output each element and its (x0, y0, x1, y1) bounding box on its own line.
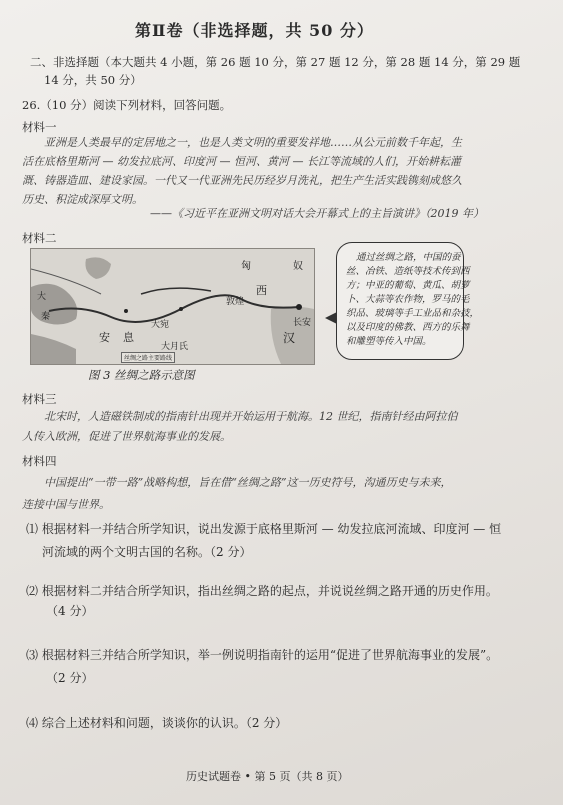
material-4-label: 材料四 (22, 454, 57, 468)
question-1-line-1: ⑴ 根据材料一并结合所学知识，说出发源于底格里斯河 — 幼发拉底河流域、印度河 — 恒 (26, 522, 502, 536)
map-legend: 丝绸之路主要路线 (121, 352, 175, 363)
map-label-han: 汉 (283, 331, 296, 345)
question-2-line-1: ⑵ 根据材料二并结合所学知识，指出丝绸之路的起点，并说说丝绸之路开通的历史作用。 (26, 584, 498, 598)
question-26-heading: 26.（10 分）阅读下列材料，回答问题。 (22, 98, 232, 112)
silk-road-map (30, 248, 315, 365)
material-4-line-1: 中国提出“一带一路”战略构想，旨在借“丝绸之路”这一历史符号，沟通历史与未来， (44, 476, 452, 489)
map-label-an: 安 (99, 331, 110, 344)
bubble-line-1: 通过丝绸之路，中国的蚕 (356, 252, 461, 263)
material-1-label: 材料一 (22, 120, 57, 134)
bubble-line-2: 丝、冶铁、造纸等技术传到西 (346, 266, 470, 277)
material-3-line-2: 人传入欧洲，促进了世界航海事业的发展。 (22, 430, 231, 443)
material-4-line-2: 连接中国与世界。 (22, 498, 110, 511)
bubble-line-7: 和雕塑等传入中国。 (346, 336, 432, 347)
map-label-xi2: 息 (123, 331, 134, 344)
map-label-xi: 西 (256, 284, 267, 297)
figure-caption: 图 3 丝绸之路示意图 (88, 368, 195, 382)
section-title: 第Ⅱ卷（非选择题，共 50 分） (135, 21, 374, 40)
bubble-line-5: 织品、玻璃等手工业品和杂技， (346, 308, 480, 319)
material-3-line-1: 北宋时，人造磁铁制成的指南针出现并开始运用于航海。12 世纪，指南针经由阿拉伯 (44, 410, 458, 423)
page-footer: 历史试题卷 • 第 5 页（共 8 页） (186, 770, 349, 783)
map-label-nu: 奴 (293, 261, 303, 272)
question-4: ⑷ 综合上述材料和问题，谈谈你的认识。（2 分） (26, 716, 288, 730)
map-label-dunhuang: 敦煌 (226, 297, 245, 307)
map-label-changan: 长安 (293, 318, 312, 328)
question-1-line-2: 河流域的两个文明古国的名称。（2 分） (42, 545, 252, 559)
map-label-da: 大 (37, 292, 47, 302)
map-label-dayuezhi: 大月氏 (161, 342, 189, 352)
map-label-xiong: 匈 (241, 261, 251, 272)
material-1-line-4: 历史、积淀成深厚文明。 (22, 193, 143, 206)
intro-line-1: 二、非选择题（本大题共 4 小题，第 26 题 10 分，第 27 题 12 分，第 28 题 14 分，第 29 题 (30, 55, 521, 69)
material-1-line-3: 溉、铸器造皿、建设家园。一代又一代亚洲先民历经岁月洗礼，把生产生活实践镌刻成悠久 (22, 174, 462, 187)
map-label-qin: 秦 (41, 312, 51, 322)
bubble-line-4: 卜、大蒜等农作物，罗马的毛 (346, 294, 470, 305)
map-label-dayuan: 大宛 (151, 320, 170, 330)
material-3-label: 材料三 (22, 392, 57, 406)
question-3-line-1: ⑶ 根据材料三并结合所学知识，举一例说明指南针的运用“促进了世界航海事业的发展”。 (26, 648, 499, 662)
question-3-line-2: （2 分） (46, 671, 94, 685)
bubble-line-6: 以及印度的佛教、西方的乐舞 (346, 322, 470, 333)
material-1-source: ——《习近平在亚洲文明对话大会开幕式上的主旨演讲》（2019 年） (150, 207, 484, 220)
question-2-line-2: （4 分） (46, 604, 94, 618)
material-1-line-1: 亚洲是人类最早的定居地之一，也是人类文明的重要发祥地……从公元前数千年起，生 (44, 136, 462, 149)
intro-line-2: 14 分，共 50 分） (44, 73, 142, 87)
material-1-line-2: 活在底格里斯河 — 幼发拉底河、印度河 — 恒河、黄河 — 长江等流域的人们，开始耕耘灌 (22, 155, 461, 168)
bubble-line-3: 方；中亚的葡萄、黄瓜、胡萝 (346, 280, 470, 291)
material-2-label: 材料二 (22, 231, 57, 245)
